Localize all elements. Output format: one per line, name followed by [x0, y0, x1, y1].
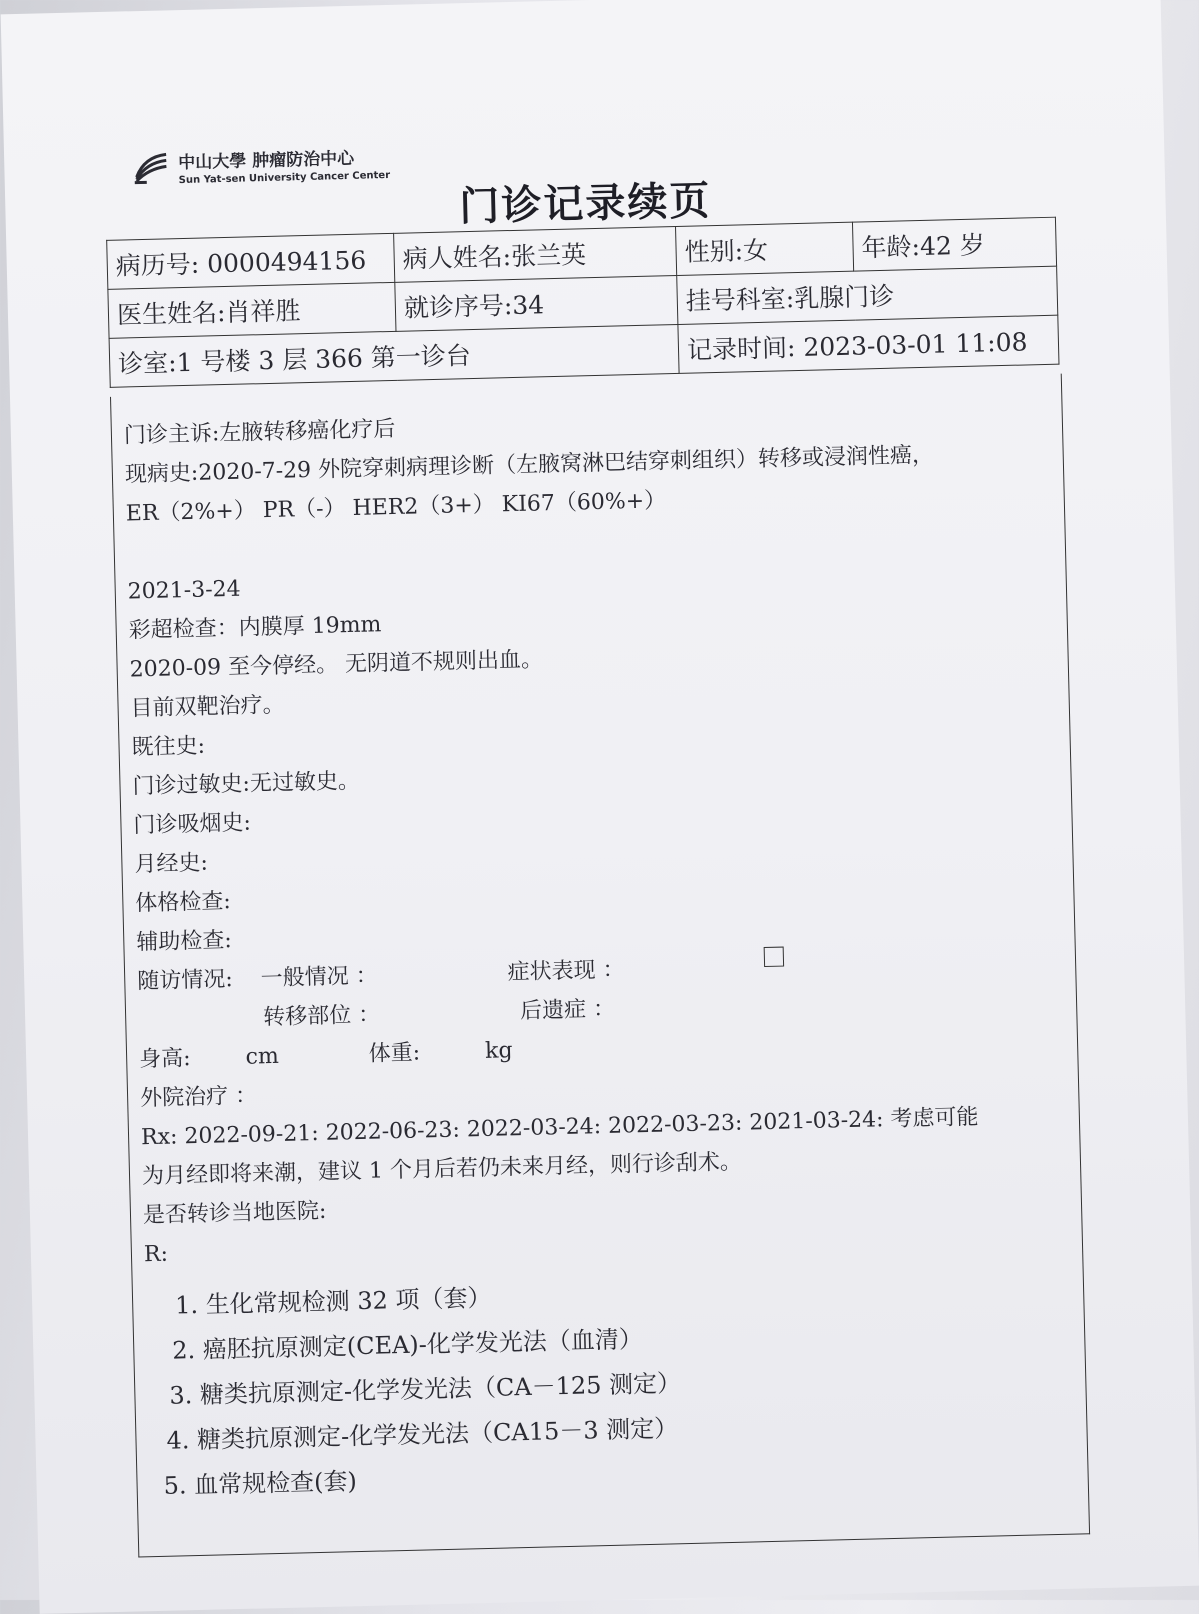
logo-cn-text: 中山大學 肿瘤防治中心 [178, 148, 355, 174]
department: 挂号科室:乳腺门诊 [677, 266, 1058, 324]
record-time: 记录时间: 2023-03-01 11:08 [678, 315, 1059, 373]
menstrual-history: 月经史: [134, 850, 209, 878]
allergy-history: 门诊过敏史:无过敏史。 [132, 768, 361, 800]
menopause-note: 2020-09 至今停经。 无阴道不规则出血。 [129, 647, 544, 683]
general-condition: 一般情况 ： [260, 963, 378, 992]
record-page [1, 0, 1199, 1614]
followup-label: 随访情况: [136, 967, 234, 995]
symptom-checkbox[interactable] [764, 947, 784, 967]
chief-complaint: 门诊主诉:左腋转移癌化疗后 [123, 416, 396, 449]
hospital-emblem-icon [132, 150, 171, 185]
doctor-name: 医生姓名:肖祥胜 [108, 282, 396, 338]
rx-line-1: Rx: 2022-09-21: 2022-06-23: 2022-03-24: 2022-03-23: 2021-03-24: 考虑可能 [140, 1104, 979, 1151]
current-therapy: 目前双靶治疗。 [130, 692, 285, 722]
external-treatment: 外院治疗 ： [139, 1083, 258, 1112]
physical-exam: 体格检查: [135, 889, 232, 917]
metastasis-site: 转移部位 ： [262, 1002, 381, 1031]
symptoms: 症状表现 ： [507, 957, 625, 986]
clinic-room: 诊室:1 号楼 3 层 366 第一诊台 [109, 324, 679, 387]
header-table [106, 217, 1059, 388]
height-unit: cm [245, 1043, 280, 1070]
transfer-question: 是否转诊当地医院: [142, 1198, 327, 1229]
order-list [145, 1262, 1075, 1510]
smoking-history: 门诊吸烟史: [133, 810, 252, 839]
sequelae: 后遗症 ： [519, 996, 616, 1025]
order-item: 5. 血常规检查(套) [163, 1467, 358, 1500]
age: 年龄:42 岁 [852, 217, 1056, 271]
height-label: 身高: [138, 1046, 191, 1073]
order-item: 1. 生化常规检测 32 项（套） [174, 1283, 492, 1320]
rx-line-2: 为月经即将来潮，建议 1 个月后若仍未来月经，则行诊刮术。 [141, 1149, 743, 1190]
auxiliary-exam: 辅助检查: [136, 928, 233, 956]
patient-name: 病人姓名:张兰英 [394, 226, 677, 282]
r-label: R: [143, 1241, 169, 1268]
gender: 性别:女 [676, 222, 854, 275]
past-history: 既往史: [131, 733, 206, 761]
weight-label: 体重: [368, 1040, 421, 1067]
visit-no: 就诊序号:34 [395, 275, 678, 331]
logo-en-text: Sun Yat-sen University Cancer Center [178, 169, 391, 187]
weight-unit: kg [484, 1038, 513, 1064]
order-item: 3. 糖类抗原测定-化学发光法（CA－125 测定） [169, 1369, 682, 1410]
record-no: 病历号: 0000494156 [107, 233, 395, 289]
exam-date: 2021-3-24 [127, 576, 241, 605]
order-item: 4. 糖类抗原测定-化学发光法（CA15－3 测定） [166, 1414, 679, 1455]
record-content [123, 394, 1074, 1509]
receptor-markers: ER（2%+） PR（-） HER2（3+） KI67（60%+） [125, 488, 667, 527]
present-history: 现病史:2020-7-29 外院穿刺病理诊断（左腋窝淋巴结穿刺组织）转移或浸润性癌， [124, 442, 935, 488]
ultrasound-result: 彩超检查：内膜厚 19mm [128, 612, 382, 644]
order-item: 2. 癌胚抗原测定(CEA)-化学发光法（血清） [171, 1325, 644, 1365]
page-title: 门诊记录续页 [458, 177, 712, 231]
record-body [110, 374, 1090, 1558]
